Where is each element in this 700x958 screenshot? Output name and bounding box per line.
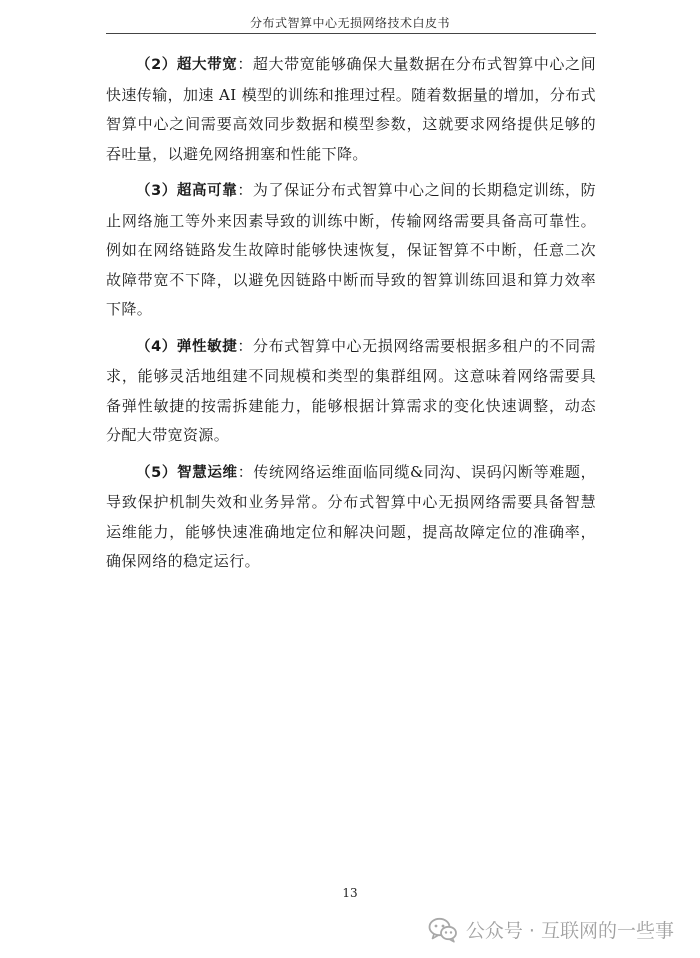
paragraph-heading: （5）智慧运维: [136, 464, 238, 481]
header-rule: [106, 33, 596, 34]
paragraph-body: ：为了保证分布式智算中心之间的长期稳定训练，防止网络施工等外来因素导致的训练中断，传输网络需要具备高可靠性。例如在网络链路发生故障时能够快速恢复，保证智算不中断，任意二次故障带宽不下降，以避免因链路中断而导致的智算训练回退和算力效率下降。: [106, 181, 597, 318]
page-number: 13: [342, 886, 358, 900]
wechat-watermark: [428, 916, 674, 943]
paragraph-heading: （3）超高可靠: [136, 183, 238, 199]
running-header: 分布式智算中心无损网络技术白皮书: [249, 16, 450, 30]
paragraph-body: ：超大带宽能够确保大量数据在分布式智算中心之间快速传输，加速 AI 模型的训练和推理过程。随着数据量的增加，分布式智算中心之间需要高效同步数据和模型参数，这就要求网络提供足够的吞吐量，以避免网络拥塞和性能下降。: [106, 55, 597, 163]
paragraph-smart-operations: [106, 458, 596, 577]
paragraph-elastic-agility: [106, 332, 596, 451]
paragraph-body: ：传统网络运维面临同缆&同沟、误码闪断等难题，导致保护机制失效和业务异常。分布式智算中心无损网络需要具备智慧运维能力，能够快速准确地定位和解决问题，提高故障定位的准确率，确保网络的稳定运行。: [106, 462, 596, 570]
paragraph-body: ：分布式智算中心无损网络需要根据多租户的不同需求，能够灵活地组建不同规模和类型的集群组网。这意味着网络需要具备弹性敏捷的按需拆建能力，能够根据计算需求的变化快速调整，动态分配大带宽资源。: [106, 336, 597, 444]
paragraph-ultra-bandwidth: [106, 50, 596, 169]
body-text: [106, 50, 596, 584]
wechat-icon: [428, 917, 458, 943]
paragraph-ultra-reliability: [106, 176, 596, 325]
paragraph-heading: （2）超大带宽: [136, 57, 238, 73]
watermark-text: 公众号 · 互联网的一些事: [465, 920, 674, 942]
paragraph-heading: （4）弹性敏捷: [136, 338, 238, 355]
